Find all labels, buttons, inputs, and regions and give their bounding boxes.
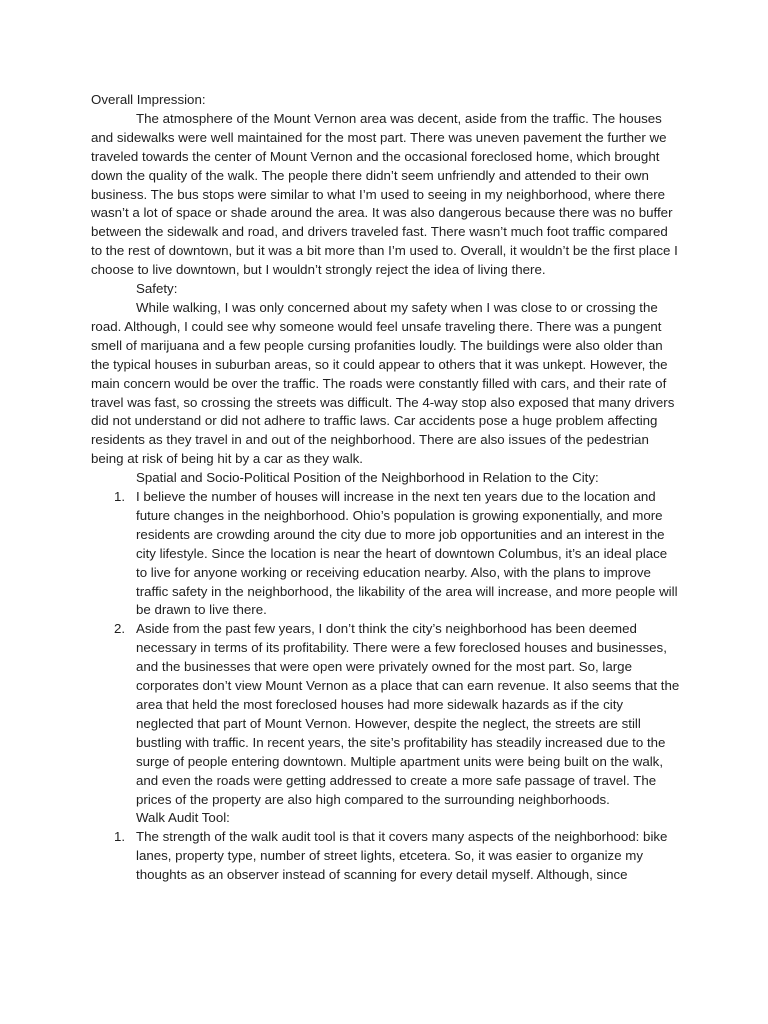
safety-paragraph: While walking, I was only concerned about my safety when I was close to or crossing the road. Although, I could see why someone would feel unsafe traveling there. There was a pungent smell of marijuana and a few people cursing profanities loudly. The buildings were also older than the typical houses in suburban areas, so it could appear to others that it was unkept. However, the main concern would be over the traffic. The roads were constantly filled with cars, and their rate of travel was fast, so crossing the streets was difficult. The 4-way stop also exposed that many drivers did not understand or did not adhere to traffic laws. Car accidents pose a huge problem affecting residents as they travel in and out of the neighborhood. There are also issues of the pedestrian being at risk of being hit by a car as they walk. [91, 299, 675, 467]
spatial-position-list [91, 488, 681, 809]
list-item-number: 1. [114, 829, 126, 845]
walk-audit-list [91, 828, 681, 885]
list-item-number: 2. [114, 621, 126, 637]
list-item [91, 488, 681, 620]
list-item-text: The strength of the walk audit tool is that it covers many aspects of the neighborhood: bike lanes, property type, number of street lights, etcetera. So, it was easier to organize my thoughts as an observer instead of scanning for every detail myself. Although, since [136, 829, 668, 883]
list-item-text: Aside from the past few years, I don’t think the city’s neighborhood has been deemed necessary in terms of its profitability. There were a few foreclosed houses and businesses, and the businesses that were open were privately owned for the most part. So, large corporates don’t view Mount Vernon as a place that can earn revenue. It also seems that the area that held the most foreclosed houses had more sidewalk hazards as if the city neglected that part of Mount Vernon. However, despite the neglect, the streets are still bustling with traffic. In recent years, the site’s profitability has steadily increased due to the surge of people entering downtown. Multiple apartment units were being built on the walk, and even the roads were getting addressed to create a more safe passage of travel. The prices of the property are also high compared to the surrounding neighborhoods. [136, 621, 680, 807]
list-item [91, 828, 681, 885]
overall-impression-paragraph: The atmosphere of the Mount Vernon area was decent, aside from the traffic. The houses and sidewalks were well maintained for the most part. There was uneven pavement the further we traveled towards the center of Mount Vernon and the occasional foreclosed home, which brought down the quality of the walk. The people there didn’t seem unfriendly and attended to their own business. The bus stops were similar to what I’m used to seeing in my neighborhood, where there wasn’t a lot of space or shade around the area. It was also dangerous because there was no buffer between the sidewalk and road, and drivers traveled fast. There wasn’t much foot traffic compared to the rest of downtown, but it was a bit more than I’m used to. Overall, it wouldn’t be the first place I choose to live downtown, but I wouldn’t strongly reject the idea of living there. [91, 110, 678, 278]
safety-heading: Safety: [136, 281, 178, 297]
list-item-text: I believe the number of houses will increase in the next ten years due to the location and future changes in the neighborhood. Ohio’s population is growing exponentially, and more residents are crowding around the city due to more job opportunities and an interest in the city lifestyle. Since the location is near the heart of downtown Columbus, it’s an ideal place to live for anyone working or receiving education nearby. Also, with the plans to improve traffic safety in the neighborhood, the likability of the area will increase, and more people will be drawn to live there. [136, 489, 678, 618]
walk-audit-heading: Walk Audit Tool: [136, 810, 230, 826]
list-item-number: 1. [114, 489, 126, 505]
overall-impression-heading: Overall Impression: [91, 92, 206, 107]
list-item [91, 620, 681, 809]
document-body [91, 91, 681, 885]
spatial-position-heading: Spatial and Socio-Political Position of the Neighborhood in Relation to the City: [136, 470, 599, 486]
